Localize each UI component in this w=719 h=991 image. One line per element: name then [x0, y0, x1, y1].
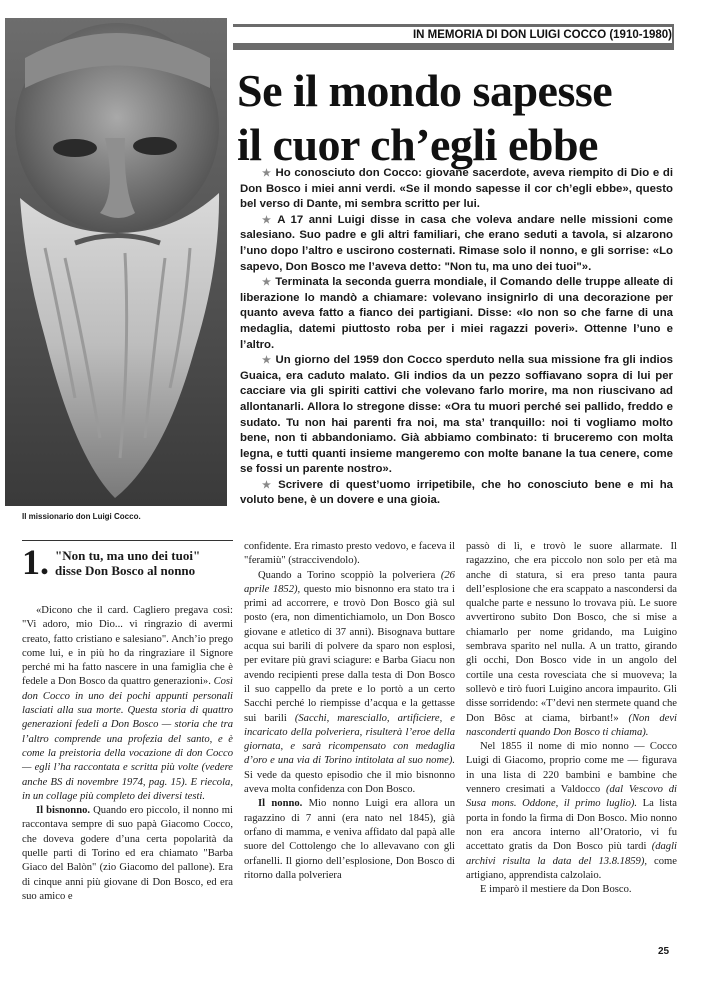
star-icon: ★: [262, 479, 275, 491]
title-line-2: il cuor ch’egli ebbe: [237, 119, 598, 170]
portrait-photo: [5, 18, 227, 506]
paragraph: E imparò il mestiere da Don Bosco.: [480, 884, 632, 896]
intro-paragraph: ★ Scrivere di quest’uomo irripetibile, che ho conosciuto bene e mi ha voluto bene, è un dovere e una gioia.: [240, 478, 673, 507]
intro-text: [240, 166, 673, 509]
title-line-1: Se il mondo sapesse: [237, 65, 613, 116]
star-icon: ★: [262, 277, 272, 289]
section-title: "Non tu, ma uno dei tuoi" disse Don Bosco al nonno: [55, 548, 201, 578]
running-header: IN MEMORIA DI DON LUIGI COCCO (1910-1980): [233, 27, 672, 43]
paragraph: «Dicono che il card. Cagliero pregava così: "Vi adoro, mio Dio... vi ringrazio di avermi creato, fatto cristiano e salesiano". Anch’io prego come lui, e in più ho da ringraziare il Signore perché mi ha fatto nascere in una famiglia che è fedele a Don Bosco da quattro generazioni». Così don Cocco in uno dei pochi appunti personali lasciati alla sua morte. Questa storia di quattro generazioni fedeli a Don Bosco — storia che tra l’altro comprende una profezia del santo, e è come la preistoria della vocazione di don Cocco — egli l’ha raccontata e scritta più volte (vedere anche BS di novembre 1974, pag. 15). E riecola, in un collage più completo dei diversi testi.: [22, 605, 233, 802]
paragraph: Quando a Torino scoppiò la polveriera (26 aprile 1852), questo mio bisnonno era stato tra i primi ad accorrere, e trovò Don Bosco già sul posto (era, non dimentichiamolo, un Don Bosco giovane e atletico di 37 anni). Bisognava buttare acqua sui barili di polvere da sparo non esplosi, per evitare più gravi sciagure: e Barba Giacu non avendo recipienti prese dalla testa di Don Bosco il suo cappello da prete e lo portò a un certo Sacchi perché lo riempisse d’acqua e la gettasse sui barili (Sacchi, maresciallo, artificiere, e incaricato della polveriera, risulterà l’eroe della giornata, e sarà ricompensato con medaglia d’oro e una via di Torino intitolata al suo nome). Si vede da questo episodio che il mio bisnonno aveva molta confidenza con Don Bosco.: [244, 569, 456, 796]
section-number: 1.: [22, 542, 49, 582]
paragraph: Il bisnonno. Quando ero piccolo, il nonno mi raccontava sempre di suo papà Giacomo Cocco, che doveva godere d’una certa popolarità da quelle parti di Torino ed era chiamato "Barba Giaco del Balòn" (zio Giacomo del pallone). Era di cinque anni più giovane di Don Bosco, ed era suo amico e: [22, 805, 233, 902]
intro-paragraph: ★ Ho conosciuto don Cocco: giovane sacerdote, aveva riempito di Dio e di Don Bosco i miei anni verdi. «Se il mondo sapesse il cor ch’egli ebbe», questo bel verso di Dante, mi sembra scritto per lui.: [240, 167, 673, 211]
text-column-3: [466, 540, 677, 897]
article-title: [237, 64, 677, 172]
text-column-2: [244, 540, 455, 883]
intro-paragraph: ★ Un giorno del 1959 don Cocco sperduto nella sua missione fra gli indios Guaica, era caduto malato. Gli indios da un pezzo soffiavano sopra di lui per cacciare via gli spiriti cattivi che volevano farlo morire, ma non riuscivano ad allontanarli. Allora lo stregone disse: «Ora tu muori perché sei pallido, freddo e sudato. Tu non hai parenti fra noi, ma sta’ tranquillo: noi ti vogliamo molto bene, non ti abbandoniamo. Già abbiamo combinato: ti bruceremo con molta legna, e tutti quanti insieme mangeremo con molte banane la tua cenere, come se fossi un parente nostro».: [240, 354, 673, 476]
section-heading: [22, 540, 233, 582]
paragraph: Il nonno. Mio nonno Luigi era allora un ragazzino di 7 anni (era nato nel 1845), già orfano di mamma, e veniva affidato dal papà alle suore del Cottolengo che lo allevavano con gli orfanelli. Il giorno dell’esplosione, Don Bosco di ritorno dalla polveriera: [244, 798, 455, 881]
star-icon: ★: [262, 355, 272, 367]
paragraph: Nel 1855 il nome di mio nonno — Cocco Luigi di Giacomo, proprio come me — figurava in una lista di 220 bambini e bambine che vennero cresimati a Valdocco (dal Vescovo di Susa mons. Oddone, il primo luglio). La lista porta in fondo la firma di Don Bosco. Mio nonno non era ancora interno all’Oratorio, vi fu accettato gratis da Don Bosco più tardi (dagli archivi risulta la data del 13.8.1859), come artigiano, apprendista calzolaio.: [466, 741, 678, 881]
page-number: 25: [658, 946, 670, 957]
paragraph: passò di lì, e trovò le suore allarmate. Il ragazzino, che era piccolo non solo per età ma anche di statura, si era preso tanta paura dell’esplosione che era scappato a nascondersi da qualche parte e nessuno lo trovava più. Le suore avvertirono subito Don Bosco, che si mise a chiamarlo per nome gridando, ma Luigino sembrava sparito nel nulla. A un tratto, girando gli occhi, Don Bosco vide in un angolo del cortile una cesta rovesciata che si muoveva; la sollevò e tirò fuori Luigino ancora impaurito. Gli disse sorridendo: «T’devi nen stermete quand che Don Bôsc at ciama, birbant!» (Non devi nasconderti quando Don Bosco ti chiama).: [466, 541, 677, 738]
photo-caption: Il missionario don Luigi Cocco.: [22, 512, 141, 521]
star-icon: ★: [262, 168, 272, 179]
intro-paragraph: ★ A 17 anni Luigi disse in casa che voleva andare nelle missioni come salesiano. Suo padre e gli altri familiari, che erano seduti a tavola, si alzarono l’uno dopo l’altro e uscirono costernati. Rimase solo il nonno, e gli sorrise: «Lo sapevo, Don Bosco me l’aveva detto: "Non tu, ma uno dei tuoi"».: [240, 213, 673, 273]
intro-paragraph: ★ Terminata la seconda guerra mondiale, il Comando delle truppe alleate di liberazione lo mandò a chiamare: volevano insignirlo di una decorazione per quanto aveva fatto a fianco dei partigiani. Disse: «Io non so che farne di una medaglia, datemi piuttosto roba per i miei ragazzi poveri». Ottenne l’uno e l’altro.: [240, 276, 674, 351]
star-icon: ★: [262, 214, 274, 226]
paragraph: confidente. Era rimasto presto vedovo, e faceva il "feramiù" (straccivendolo).: [244, 541, 455, 567]
text-column-1: [22, 540, 233, 904]
